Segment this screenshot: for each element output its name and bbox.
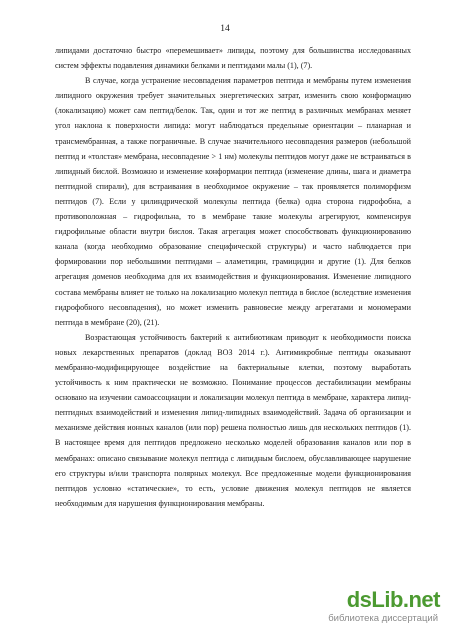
watermark-logo: dsLib.net <box>346 587 440 612</box>
watermark-tagline: библиотека диссертаций <box>328 613 438 624</box>
paragraph-1: липидами достаточно быстро «перемешивает» липиды, поэтому для большинства исследованных систем эффекты подавления динамики белками и пептидами малы (1), (7). <box>55 46 411 71</box>
paragraph-3: Возрастающая устойчивость бактерий к антибиотикам приводит к необходимости поиска новых лекарственных препаратов (доклад ВОЗ 2014 г.). Антимикробные пептиды оказывают мембранно-модифицирующее воздействие на бактериальные клетки, поэтому выработать устойчивость к ним практически не возможно. Понимание процессов дестабилизации мембраны основано на изучении самоассоциации и локализации молекул пептида в мембране, характера липид-пептидных взаимодействий и изменения липид-липидных взаимодействий. Задача об организации и механизме действия ионных каналов (или пор) решена полностью лишь для нескольких пептидов (1). В настоящее время для пептидов предложено несколько моделей образования каналов или пор в мембранах: описано связывание молекул пептида с липидным бислоем, обуславливающее нарушение его структуры и/или транспорта полярных молекул. Все предложенные модели функционирования пептидов условно «статические», то есть, условие движения молекул пептидов не является необходимым для нарушения функционирования мембраны. <box>55 332 411 508</box>
page-body <box>55 43 411 511</box>
page-number: 14 <box>220 24 230 34</box>
paragraph-2: В случае, когда устранение несовпадения параметров пептида и мембраны путем изменения липидного окружения требует значительных энергетических затрат, изменить свою конформацию (локализацию) может сам пептид/белок. Так, один и тот же пептид в различных мембранах меняет угол наклона к поверхности липида: могут наблюдаться предельные ориентации – планарная и трансмембранная, а также пограничные. В случае значительного несовпадения размеров (небольшой пептид и «толстая» мембрана, несовпадение > 1 нм) молекулы пептидов могут даже не встраиваться в липидный бислой. Возможно и изменение конформации пептида (изменение длины, шага и диаметра пептидной спирали), для встраивания в необходимое окружение – так проявляется полиморфизм пептидов (7). Если у цилиндрической молекулы пептида (белка) одна сторона гидрофобна, а противоположная – гидрофильна, то в мембране такие молекулы агрегируют, компенсируя гидрофильные области внутри бислоя. Такая агрегация может способствовать функционированию канала (когда необходимо образование специфической структуры) и часто наблюдается при формировании пор небольшими пептидами – аламетицин, грамицидин и другие (1). Для белков агрегация доменов необходима для их взаимодействия и функционирования. Изменение липидного состава мембраны влияет не только на локализацию молекул пептида в бислое (вследствие изменения гидрофобного несовпадения), но может изменить равновесие между агрегатами и мономерами пептида в мембране (20), (21). <box>55 76 411 327</box>
watermark <box>316 588 440 628</box>
